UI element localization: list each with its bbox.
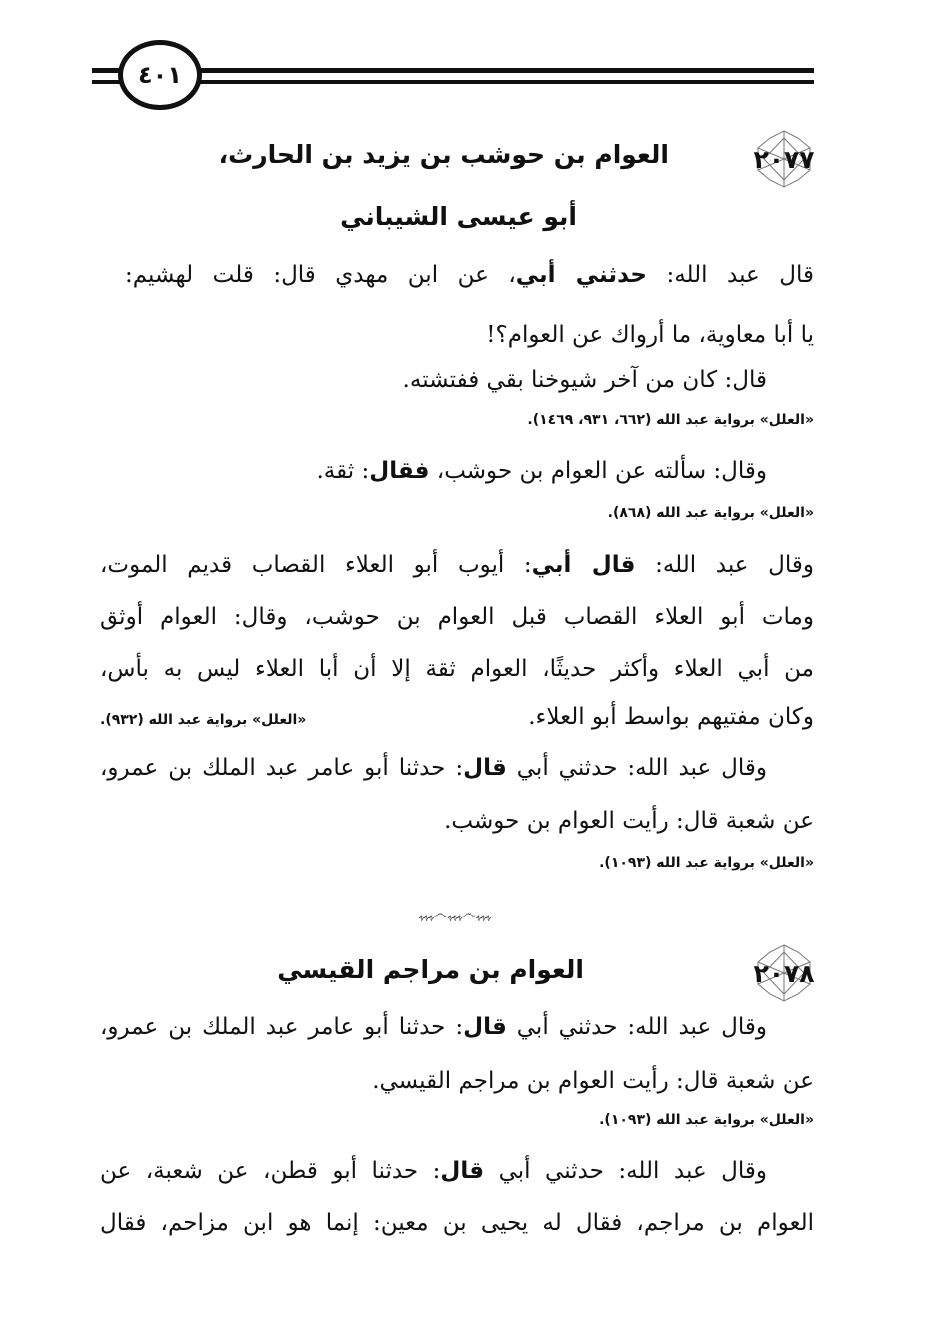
reference: «العلل» برواية عبد الله (١٠٩٣). <box>599 1112 814 1128</box>
text-line: عن شعبة قال: رأيت العوام بن حوشب. <box>444 808 814 834</box>
entry-number: ٢٠٧٧ <box>753 144 815 174</box>
text-line: قال: كان من آخر شيوخنا بقي ففتشته. <box>402 367 767 393</box>
text-line: يا أبا معاوية، ما أرواك عن العوام؟! <box>486 322 814 348</box>
section-separator: ﮩﮩﮩ෴ﮩﮩﮩ෴ﮩﮩﮩ <box>419 906 491 922</box>
text-line: وقال عبد الله: حدثني أبي قال: حدثنا أبو قطن، عن شعبة، عن <box>100 1158 767 1184</box>
page-number: ٤٠١ <box>138 61 182 89</box>
text-line: ومات أبو العلاء القصاب قبل العوام بن حوشب، وقال: العوام أوثق <box>100 604 814 630</box>
entry-number-badge <box>748 128 820 190</box>
text-line: عن شعبة قال: رأيت العوام بن مراجم القيسي. <box>372 1068 814 1094</box>
entry-number-badge <box>748 942 820 1004</box>
text-line: وكان مفتيهم بواسط أبو العلاء. <box>528 704 814 730</box>
reference: «العلل» برواية عبد الله (٨٦٨). <box>607 505 814 521</box>
page-number-badge <box>118 40 202 110</box>
reference: «العلل» برواية عبد الله (١٠٩٣). <box>599 855 814 871</box>
reference: «العلل» برواية عبد الله (٩٣٢). <box>100 712 307 728</box>
entry-title: العوام بن حوشب بن يزيد بن الحارث، <box>218 140 669 169</box>
text-line: وقال عبد الله: قال أبي: أيوب أبو العلاء القصاب قديم الموت، <box>100 552 814 578</box>
text-line: وقال عبد الله: حدثني أبي قال: حدثنا أبو عامر عبد الملك بن عمرو، <box>100 1014 767 1040</box>
text-line: قال عبد الله: حدثني أبي، عن ابن مهدي قال: قلت لهشيم: <box>125 262 814 288</box>
entry-title: العوام بن مراجم القيسي <box>277 955 584 984</box>
entry-number: ٢٠٧٨ <box>753 958 815 988</box>
reference: «العلل» برواية عبد الله (٦٦٢، ٩٣١، ١٤٦٩). <box>527 412 814 428</box>
text-line: من أبي العلاء وأكثر حديثًا، العوام ثقة إلا أن أبا العلاء ليس به بأس، <box>100 656 814 682</box>
text-line: وقال عبد الله: حدثني أبي قال: حدثنا أبو عامر عبد الملك بن عمرو، <box>100 755 767 781</box>
entry-subtitle: أبو عيسى الشيباني <box>340 202 577 231</box>
text-line: العوام بن مراجم، فقال له يحيى بن معين: إنما هو ابن مزاحم، فقال <box>100 1210 814 1236</box>
text-line: وقال: سألته عن العوام بن حوشب، فقال: ثقة. <box>316 458 767 484</box>
